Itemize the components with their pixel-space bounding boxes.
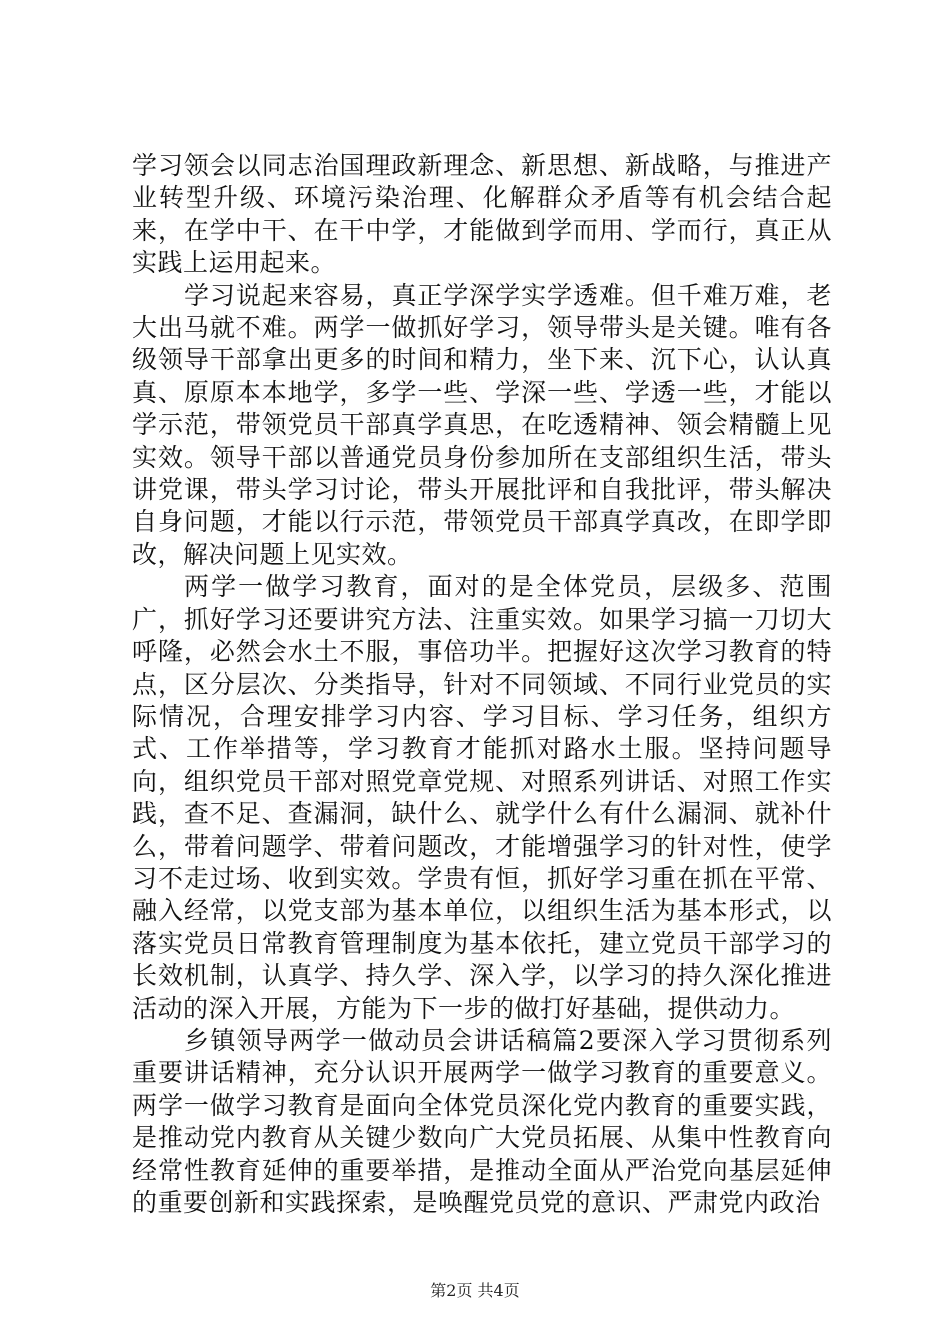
paragraph-4: 乡镇领导两学一做动员会讲话稿篇2要深入学习贯彻系列重要讲话精神，充分认识开展两学一做学习教育的重要意义。两学一做学习教育是面向全体党员深化党内教育的重要实践，是推动党内教育从关键少数向广大党员拓展、从集中性教育向经常性教育延伸的重要举措，是推动全面从严治党向基层延伸的重要创新和实践探索，是唤醒党员党的意识、严肃党内政治 [132, 1025, 832, 1217]
page-number-footer: 第2页 共4页 [430, 1281, 520, 1300]
paragraph-1: 学习领会以同志治国理政新理念、新思想、新战略，与推进产业转型升级、环境污染治理、化解群众矛盾等有机会结合起来，在学中干、在干中学，才能做到学而用、学而行，真正从实践上运用起来。 [132, 151, 832, 278]
paragraph-2: 学习说起来容易，真正学深学实学透难。但千难万难，老大出马就不难。两学一做抓好学习，领导带头是关键。唯有各级领导干部拿出更多的时间和精力，坐下来、沉下心，认认真真、原原本本地学，多学一些、学深一些、学透一些，才能以学示范，带领党员干部真学真思，在吃透精神、领会精髓上见实效。领导干部以普通党员身份参加所在支部组织生活，带头讲党课，带头学习讨论，带头开展批评和自我批评，带头解决自身问题，才能以行示范，带领党员干部真学真改，在即学即改，解决问题上见实效。 [132, 280, 832, 569]
paragraph-3: 两学一做学习教育，面对的是全体党员，层级多、范围广，抓好学习还要讲究方法、注重实效。如果学习搞一刀切大呼隆，必然会水土不服，事倍功半。把握好这次学习教育的特点，区分层次、分类指导，针对不同领域、不同行业党员的实际情况，合理安排学习内容、学习目标、学习任务，组织方式、工作举措等，学习教育才能抓对路水土服。坚持问题导向，组织党员干部对照党章党规、对照系列讲话、对照工作实践，查不足、查漏洞，缺什么、就学什么有什么漏洞、就补什么，带着问题学、带着问题改，才能增强学习的针对性，使学习不走过场、收到实效。学贵有恒，抓好学习重在抓在平常、融入经常，以党支部为基本单位，以组织生活为基本形式，以落实党员日常教育管理制度为基本依托，建立党员干部学习的长效机制，认真学、持久学、深入学，以学习的持久深化推进活动的深入开展，方能为下一步的做打好基础，提供动力。 [132, 572, 832, 1023]
document-body [132, 150, 832, 1219]
